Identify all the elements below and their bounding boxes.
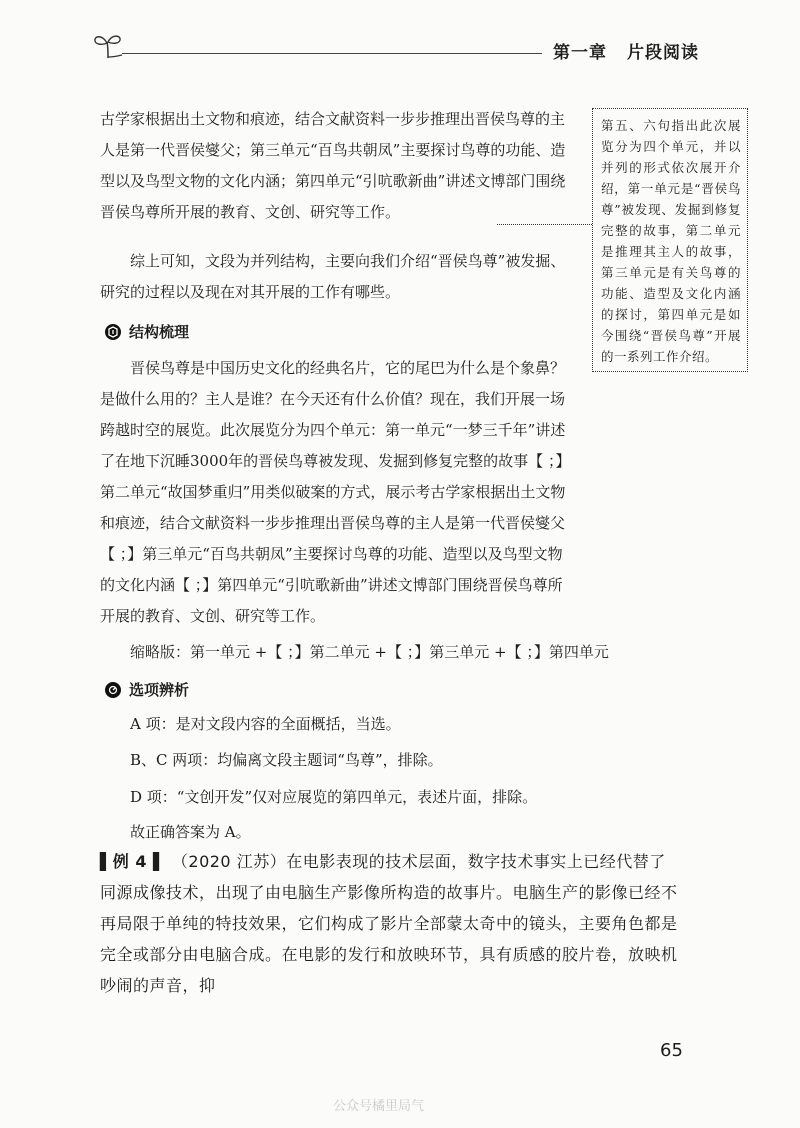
options-badge-icon: [105, 682, 121, 698]
paragraph-continued: 古学家根据出土文物和痕迹，结合文献资料一步步推理出晋侯鸟尊的主人是第一代晋侯燮父；第三单元“百鸟共朝凤”主要探讨鸟尊的功能、造型以及鸟型文物的文化内涵；第四单元“引吭歌新曲”讲述文博部门围绕晋侯鸟尊所开展的教育、文创、研究等工作。: [100, 110, 566, 221]
conclusion-paragraph: [100, 246, 576, 308]
example-tag: ▌例 4 ▌: [100, 852, 166, 871]
options-heading: [105, 679, 189, 700]
page-number: 65: [660, 1040, 683, 1061]
option-d: D 项：“文创开发”仅对应展览的第四单元，表述片面，排除。: [130, 788, 538, 806]
sprout-icon: [92, 30, 124, 60]
paragraph-conclusion: 综上可知，文段为并列结构，主要向我们介绍“晋侯鸟尊”被发掘、研究的过程以及现在对其开展的工作有哪些。: [100, 252, 566, 301]
summary-line: 缩略版：第一单元 +【 ；】第二单元 +【 ；】第三单元 +【 ；】第四单元: [130, 643, 609, 661]
watermark-text: 公众号橘里局气: [333, 1099, 425, 1114]
top-paragraph: [100, 104, 576, 228]
structure-paragraph: 晋侯鸟尊是中国历史文化的经典名片，它的尾巴为什么是个象鼻？是做什么用的？主人是谁？在今天还有什么价值？现在，我们开展一场跨越时空的展览。此次展览分为四个单元：第一单元“一梦三千年”讲述了在地下沉睡3000年的晋侯鸟尊被发现、发掘到修复完整的故事【 ；】第二单元“故国梦重归”用类似破案的方式，展示考古学家根据出土文物和痕迹，结合文献资料一步步推理出晋侯鸟尊的主人是第一代晋侯燮父【 ；】第三单元“百鸟共朝凤”主要探讨鸟尊的功能、造型以及鸟型文物的文化内涵【 ；】第四单元“引吭歌新曲”讲述文博部门围绕晋侯鸟尊所开展的教育、文创、研究等工作。: [100, 359, 571, 625]
structure-title: 结构梳理: [129, 323, 190, 341]
structure-body: [100, 353, 576, 632]
options-title: 选项辨析: [129, 681, 190, 699]
section-label: 片段阅读: [627, 43, 699, 63]
running-header: [553, 38, 699, 63]
example-text: （2020 江苏）在电影表现的技术层面，数字技术事实上已经代替了同源成像技术，出现了由电脑生产影像所构造的故事片。电脑生产的影像已经不再局限于单纯的特技效果，它们构成了影片全部蒙太奇中的镜头，主要角色都是完全或部分由电脑合成。在电影的发行和放映环节，具有质感的胶片卷，放映机吵闹的声音，抑: [100, 852, 678, 995]
option-bc: B、C 两项：均偏离文段主题词“鸟尊”，排除。: [130, 751, 443, 769]
margin-note: 第五、六句指出此次展览分为四个单元，并以并列的形式依次展开介绍，第一单元是“晋侯鸟尊”被发现、发掘到修复完整的故事，第二单元是推理其主人的故事，第三单元是有关鸟尊的功能、造型及文化内涵的探讨，第四单元是如今围绕“晋侯鸟尊”开展的一系列工作介绍。: [592, 108, 748, 372]
example-4: [100, 846, 678, 1001]
option-a: A 项：是对文段内容的全面概括，当选。: [130, 715, 401, 733]
note-connector: [497, 224, 592, 225]
structure-badge-icon: [105, 324, 121, 340]
answer-line: 故正确答案为 A。: [130, 823, 251, 841]
chapter-label: 第一章: [553, 43, 607, 63]
header-rule: [122, 53, 542, 54]
structure-heading: [105, 321, 189, 342]
